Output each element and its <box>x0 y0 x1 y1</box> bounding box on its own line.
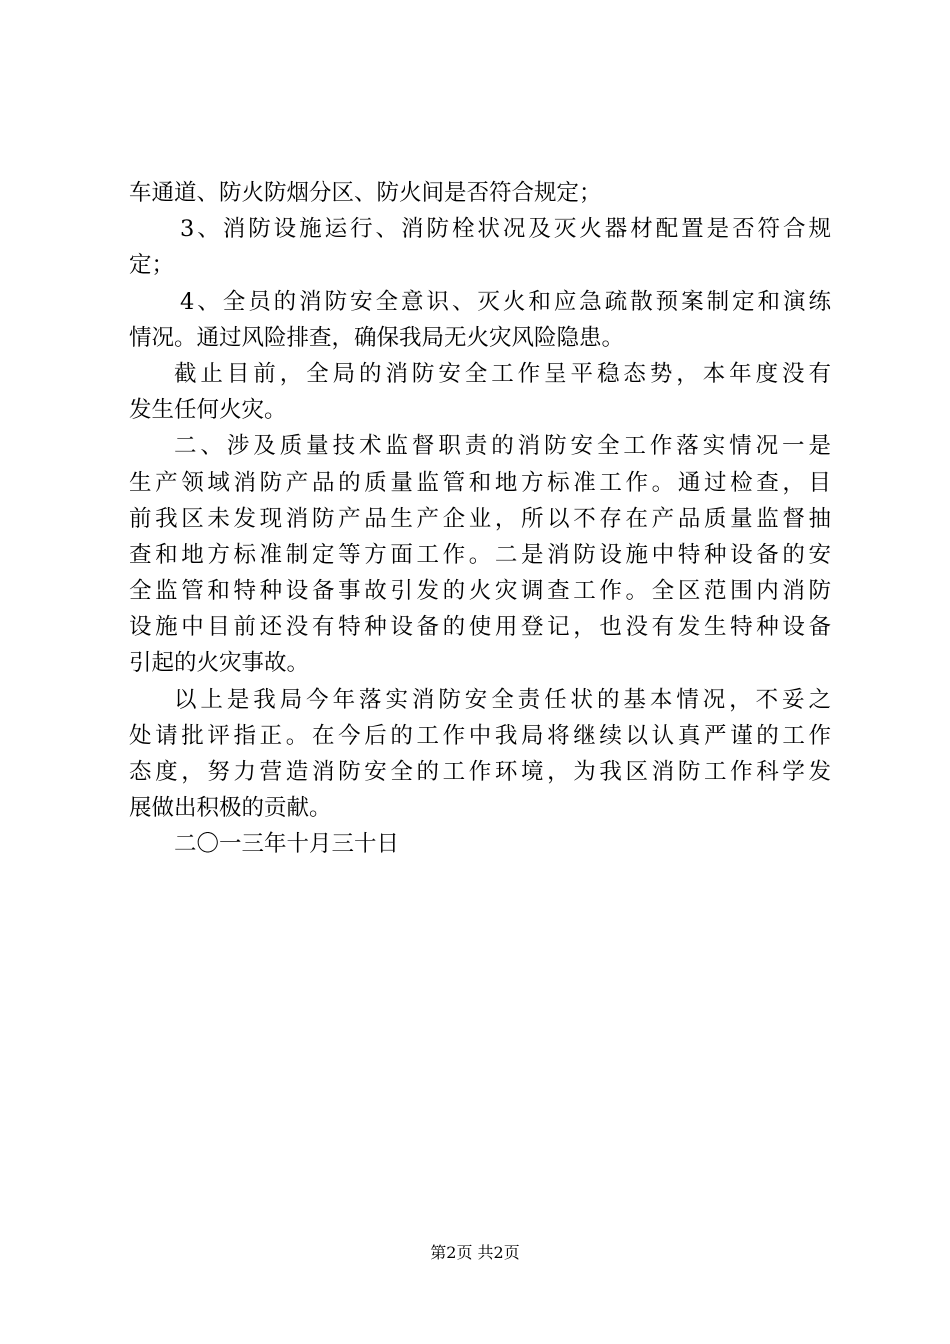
page-number-footer: 第2页 共2页 <box>430 1243 520 1262</box>
text-line: 展做出积极的贡献。 <box>129 795 332 822</box>
text-line: 引起的火灾事故。 <box>129 650 310 677</box>
text-line: 车通道、防火防烟分区、防火间是否符合规定； <box>129 180 602 206</box>
text-line: 查和地方标准制定等方面工作。二是消防设施中特种设备的安 <box>129 541 831 568</box>
text-line: 截止目前，全局的消防安全工作呈平稳态势，本年度没有 <box>174 360 831 387</box>
text-line: 态度，努力营造消防安全的工作环境，为我区消防工作科学发 <box>129 759 831 785</box>
document-body <box>129 175 831 863</box>
text-line: 以上是我局今年落实消防安全责任状的基本情况，不妥之 <box>174 686 831 713</box>
text-line: 4、全员的消防安全意识、灭火和应急疏散预案制定和演练 <box>180 288 831 315</box>
text-line: 定； <box>129 252 175 279</box>
text-line: 情况。通过风险排查，确保我局无火灾风险隐患。 <box>129 324 625 351</box>
text-line: 前我区未发现消防产品生产企业，所以不存在产品质量监督抽 <box>129 505 831 532</box>
text-line: 3、消防设施运行、消防栓状况及灭火器材配置是否符合规 <box>180 216 831 243</box>
text-line: 发生任何火灾。 <box>129 397 287 424</box>
text-line: 全监管和特种设备事故引发的火灾调查工作。全区范围内消防 <box>129 578 831 605</box>
text-line: 处请批评指正。在今后的工作中我局将继续以认真严谨的工作 <box>129 722 831 749</box>
date-line: 二〇一三年十月三十日 <box>174 831 400 858</box>
text-line: 生产领域消防产品的质量监管和地方标准工作。通过检查，目 <box>129 469 831 496</box>
text-line: 设施中目前还没有特种设备的使用登记，也没有发生特种设备 <box>129 614 831 641</box>
text-line: 二、涉及质量技术监督职责的消防安全工作落实情况一是 <box>174 433 831 460</box>
